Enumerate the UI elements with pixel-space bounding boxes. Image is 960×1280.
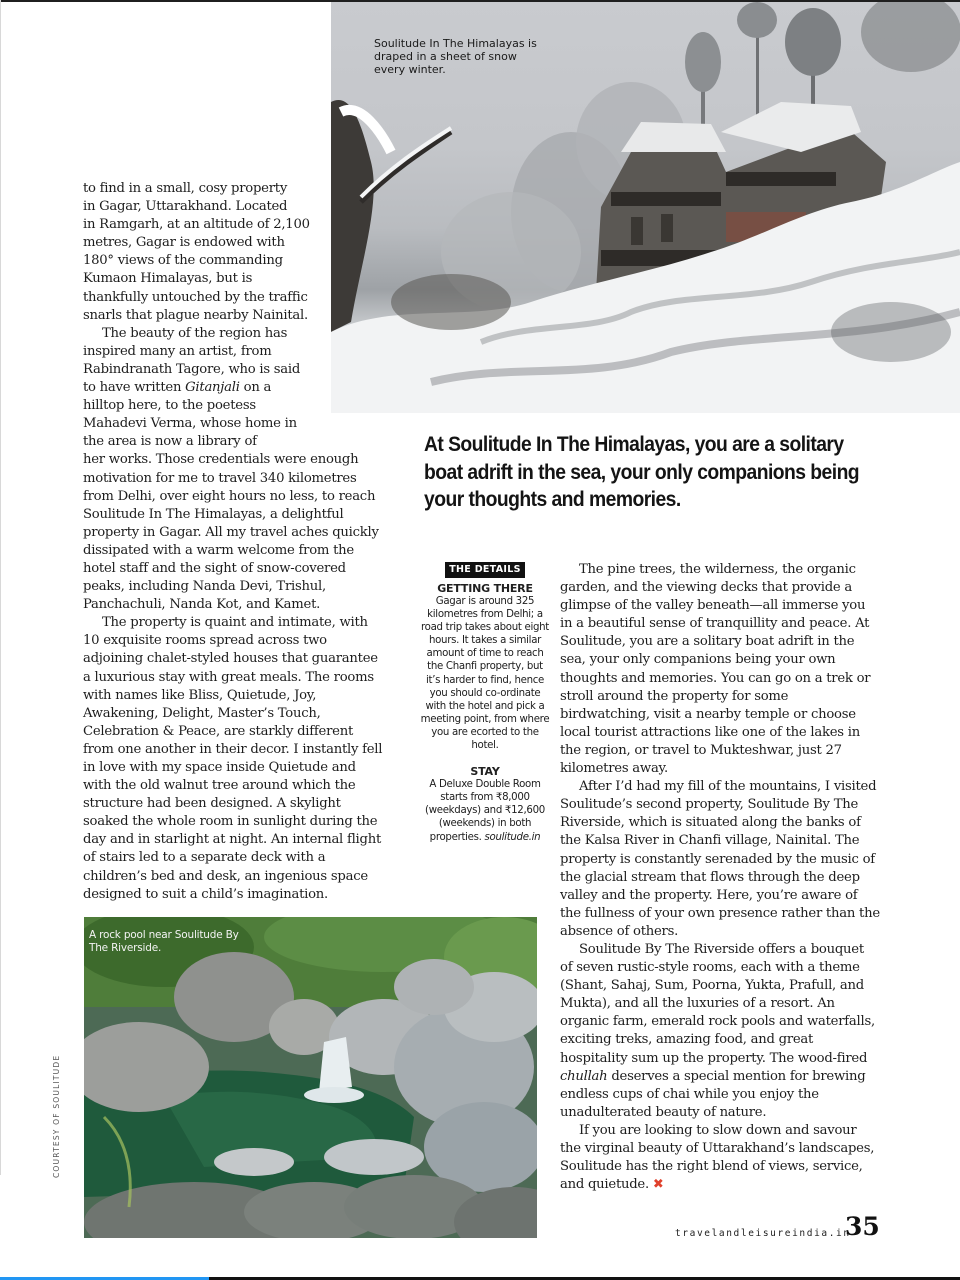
paragraph-7-text: If you are looking to slow down and savour the virginal beauty of Uttarakhand’s landscapes, Soulitude has the right blend of views, service, and quietude.	[560, 1122, 875, 1193]
getting-there-text: Gagar is around 325 kilometres from Delhi; a road trip takes about eight hours. It takes a similar amount of time to reach the Chanfi property, but it’s harder to find, hence you should co-ordinate with the hotel and pick a meeting point, from where you are ecorted to the hotel.	[420, 596, 550, 752]
end-mark-icon: ✖	[652, 1177, 664, 1193]
stay-price-text: A Deluxe Double Room starts from ₹8,000 (weekdays) and ₹12,600 (weekends) in both properties.	[425, 779, 545, 843]
article-column-1	[83, 180, 383, 904]
paragraph-6-text-cont: deserves a special mention for brewing endless cups of chai while you enjoy the unadulterated beauty of nature.	[560, 1068, 866, 1120]
paragraph-3: The property is quaint and intimate, with 10 exquisite rooms spread across two adjoining chalet-styled houses that guarantee a luxurious stay with great meals. The rooms with names like Bliss, Quietude, Joy, Awakening, Delight, Master’s Touch, Celebration & Peace, are starkly different from one another in their decor. I instantly fell in love with my space inside Quietude and with the old walnut tree around which the structure had been designed. A skylight soaked the whole room in sunlight during the day and in starlight at night. An internal flight of stairs led to a separate deck with a children’s bed and desk, an ingenious space designed to suit a child’s imagination.	[83, 615, 383, 902]
getting-there-heading: GETTING THERE	[437, 582, 533, 595]
paragraph-2-text-cont: on a hilltop here, to the poetess Mahadevi Verma, whose home in the area is now a library of	[83, 380, 297, 450]
website-link[interactable]: soulitude.in	[484, 831, 541, 843]
rock-pool-photo	[84, 917, 537, 1238]
paragraph-1-line: to find in a small, cosy property	[83, 181, 288, 196]
photo-credit: COURTESY OF SOULITUDE	[52, 1054, 61, 1178]
details-tag: THE DETAILS	[445, 562, 524, 578]
paragraph-5: After I’d had my fill of the mountains, I visited Soulitude’s second property, Soulitude By The Riverside, which is situated along the banks of the Kalsa River in Chanfi village, Nainital. The property is constantly serenaded by the music of the glacial stream that flows through the deep valley and the property. Here, you’re aware of the fullness of your own presence rather than the absence of others.	[560, 779, 880, 939]
paragraph-1-line: in Gagar, Uttarakhand. Located	[83, 199, 288, 215]
paragraph-1-line: snarls that plague nearby Nainital.	[83, 307, 308, 323]
stay-text	[420, 778, 550, 843]
word-chullah: chullah	[560, 1068, 608, 1084]
page-number: 35	[845, 1212, 880, 1241]
page-edge	[0, 0, 1, 1175]
paragraph-2a	[83, 325, 313, 452]
hero-photo-caption: Soulitude In The Himalayas is draped in a sheet of snow every winter.	[374, 37, 537, 76]
stay-heading: STAY	[470, 765, 500, 779]
hero-photo-snow-chalet	[331, 2, 960, 413]
paragraph-1-line: 180° views of the commanding	[83, 253, 283, 269]
pull-quote: At Soulitude In The Himalayas, you are a solitary boat adrift in the sea, your only companions being your thoughts and memories.	[424, 433, 860, 511]
details-sidebar	[420, 562, 550, 844]
article-column-3	[560, 561, 880, 1194]
paragraph-4: The pine trees, the wilderness, the organic garden, and the viewing decks that provide a glimpse of the valley beneath—all immerse you in a beautiful sense of tranquillity and peace. At Soulitude, you are a solitary boat adrift in the sea, your only companions being your own thoughts and memories. You can go on a trek or stroll around the property for some birdwatching, visit a nearby temple or choose local tourist attractions like one of the lakes in the region, or travel to Mukteshwar, just 27 kilometres away.	[560, 562, 871, 777]
paragraph-7	[560, 1122, 880, 1194]
paragraph-6	[560, 941, 880, 1122]
rock-pool-illustration	[84, 917, 537, 1238]
paragraph-1	[83, 180, 313, 325]
book-title-gitanjali: Gitanjali	[185, 380, 240, 396]
paragraph-1-line: thankfully untouched by the traffic	[83, 289, 308, 305]
paragraph-6-text: Soulitude By The Riverside offers a bouquet of seven rustic-style rooms, each with a theme (Shant, Sahaj, Sum, Poorna, Yukta, Prafull, and Mukta), and all the luxuries of a resort. An organic farm, emerald rock pools and waterfalls, exciting treks, amazing food, and great hospitality sum up the property. The wood-fired	[560, 941, 875, 1066]
rock-pool-caption: A rock pool near Soulitude By The Riverside.	[89, 929, 239, 954]
paragraph-1-line: in Ramgarh, at an altitude of 2,100	[83, 217, 310, 233]
paragraph-1-line: Kumaon Himalayas, but is	[83, 271, 253, 287]
paragraph-1-line: metres, Gagar is endowed with	[83, 235, 285, 251]
paragraph-2b: her works. Those credentials were enough motivation for me to travel 340 kilometres from Delhi, over eight hours no less, to reach Soulitude In The Himalayas, a delightful property in Gagar. All my travel aches quickly dissipated with a warm welcome from the hotel staff and the sight of snow-covered peaks, including Nanda Devi, Trishul, Panchachuli, Nanda Kot, and Kamet.	[83, 452, 379, 613]
paragraph-2-text: The beauty of the region has inspired many an artist, from Rabindranath Tagore, who is said to have written	[83, 325, 301, 396]
footer-website[interactable]: travelandleisureindia.in	[675, 1228, 851, 1239]
